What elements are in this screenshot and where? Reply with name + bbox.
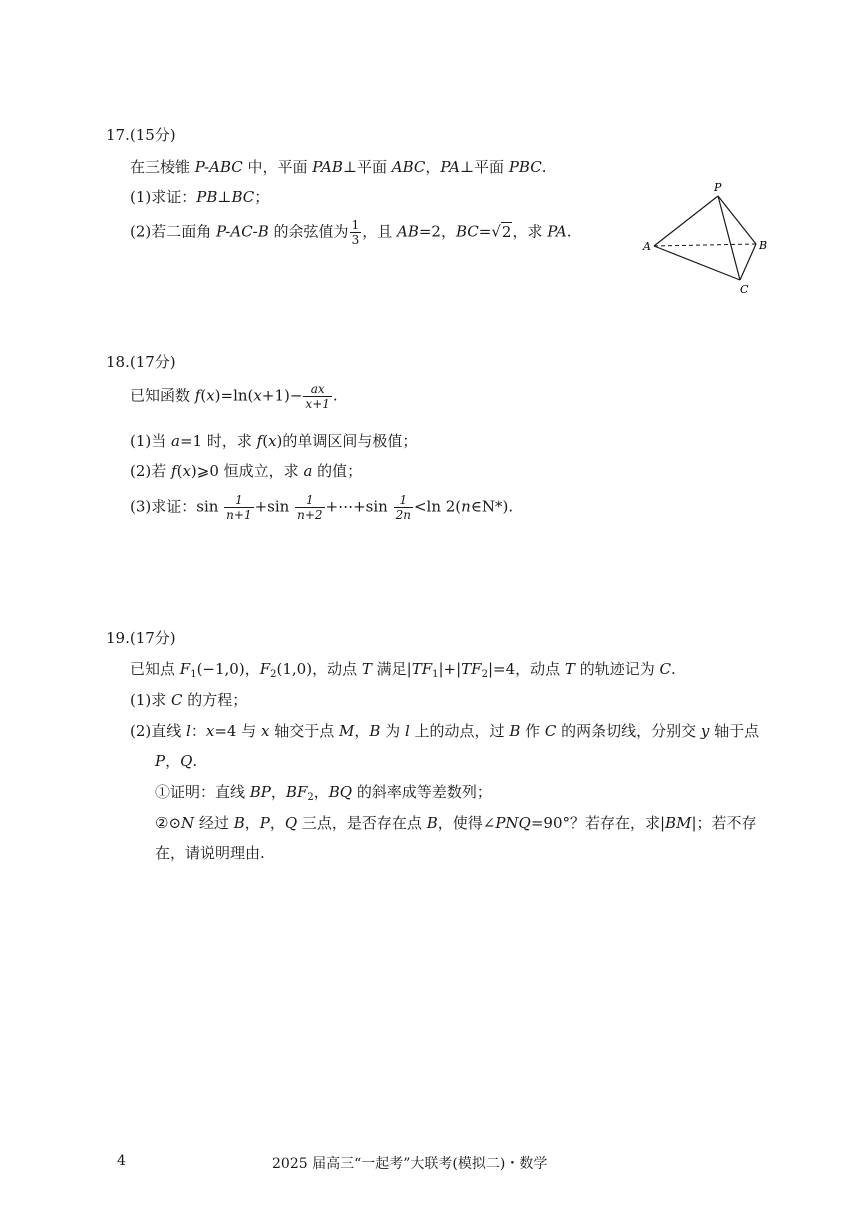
q17-stem-j: PBC (508, 158, 542, 176)
q19-l1-o: . (670, 660, 676, 678)
q17-part2 (130, 218, 572, 247)
q19-p2-j: B (369, 722, 381, 740)
q19-l1-j-sub: 2 (481, 669, 488, 680)
q19-sub1 (155, 781, 492, 803)
q19-p2-g: 轴交于点 (269, 722, 339, 740)
q19-s1-d-sub: 2 (307, 792, 314, 803)
q17-stem-k: . (541, 158, 547, 176)
q19-s1-g: 的斜率成等差数列； (352, 783, 492, 801)
q19-l1-c: (−1,0)， (196, 660, 260, 678)
q18-p1-a: (1)当 (130, 432, 172, 450)
q19-s1-b: BP (249, 783, 271, 801)
q18-p3-f1-num: 1 (224, 493, 253, 508)
q18-p2-a: (2)若 (130, 462, 172, 480)
q19-l1-m: 的轨迹记为 (574, 660, 660, 678)
q17-stem-d: PAB (312, 158, 343, 176)
q17-stem-h: PA (440, 158, 460, 176)
q19-p2-a: (2)直线 (130, 722, 187, 740)
q19-p2-r: y (700, 722, 710, 740)
q18-stem-d: x (206, 386, 215, 405)
q17-p2-c: 的余弦值为 (268, 222, 349, 241)
q19-p2-p: C (544, 722, 557, 740)
q19-stem (130, 658, 676, 680)
q18-stem-frac-den: x+1 (305, 397, 330, 411)
q19-s2-n: BM (665, 814, 692, 832)
q17-p1-d: BC (231, 188, 255, 206)
q18-p3-b: +sin (254, 497, 295, 516)
q19-part1 (130, 689, 247, 710)
q19-s2-b: N (181, 814, 195, 832)
q18-p3-f3-num: 1 (394, 493, 413, 508)
q19-s2-e: ， (244, 814, 260, 832)
label-a: A (643, 240, 651, 253)
q18-p3-fraction-1 (224, 493, 253, 522)
q19-p2-h: M (339, 722, 355, 740)
q19-l1-g: 满足| (371, 660, 412, 678)
page-number: 4 (117, 1153, 126, 1169)
q18-stem-fraction (303, 382, 331, 411)
q19-p1-a: (1)求 (130, 691, 172, 709)
q18-p3-f1-den: n+1 (226, 508, 252, 522)
q17-stem (130, 156, 546, 177)
q19-s1-d: BF (285, 783, 308, 801)
q18-part1 (130, 430, 417, 451)
q18-stem-b: f (194, 386, 201, 405)
q18-p3-f2-den: n+2 (297, 508, 323, 522)
q19-s2-l: PNQ (495, 814, 531, 832)
q19-l1-d: F (259, 660, 271, 678)
q19-p2-m: 上的动点，过 (409, 722, 510, 740)
q17-part1 (130, 186, 269, 207)
q18-stem-g: +1)− (261, 386, 303, 405)
q19-p2-i: ， (354, 722, 370, 740)
q17-p2-l: . (566, 222, 572, 241)
q19-p2-c: ： (190, 722, 206, 740)
q17-p2-g: BC (455, 222, 479, 241)
edge-pa (654, 196, 718, 246)
q19-l1-i: |+| (438, 660, 462, 678)
q18-p1-e: ( (262, 432, 269, 450)
q18-p2-c: ( (176, 462, 183, 480)
q19-sub2-line1 (155, 812, 757, 833)
q19-p1-b: C (171, 691, 183, 709)
q17-p1-b: PB (196, 188, 218, 206)
q18-part2 (130, 460, 362, 481)
q18-p3-e: n (461, 497, 471, 516)
q18-p3-fraction-3 (394, 493, 413, 522)
q17-p2-frac-num: 1 (351, 218, 360, 232)
q17-stem-b: P-ABC (194, 158, 243, 176)
q19-p2-k: 为 (380, 722, 405, 740)
q18-part3 (130, 493, 513, 522)
q18-p1-g: )的单调区间与极值； (276, 432, 418, 450)
q18-p2-e: )⩾0 恒成立，求 (190, 462, 304, 480)
q18-stem (130, 382, 338, 411)
q17-p2-f: =2， (418, 222, 456, 241)
q19-p2-line2-b: ， (165, 752, 181, 770)
q18-p2-f: a (303, 462, 313, 480)
q17-p2-fraction (350, 218, 362, 247)
q18-p3-a: (3)求证：sin (130, 497, 224, 516)
label-c: C (740, 283, 749, 296)
q17-p2-a: (2)若二面角 (130, 222, 217, 241)
q19-s2-d: B (233, 814, 245, 832)
label-b: B (759, 239, 768, 252)
q19-s1-e: ， (313, 783, 329, 801)
q17-p2-j: ，求 (512, 222, 548, 241)
q19-p2-l: l (404, 722, 410, 740)
q17-p2-d: ，且 (362, 222, 397, 241)
q19-l1-f: T (361, 660, 372, 678)
q17-stem-a: 在三棱锥 (130, 158, 195, 176)
q19-l1-h: TF (411, 660, 433, 678)
q19-p2-line2-d: . (192, 752, 198, 770)
edge-pc (718, 196, 740, 280)
q19-part2-line1 (130, 720, 759, 741)
q19-s1-a: ①证明：直线 (155, 783, 250, 801)
q18-stem-f: x (253, 386, 262, 405)
q18-p1-c: =1 时，求 (179, 432, 257, 450)
q19-s2-c: 经过 (194, 814, 234, 832)
q17-stem-f: ABC (391, 158, 426, 176)
q19-p2-n: B (509, 722, 521, 740)
q19-l1-j: TF (461, 660, 482, 678)
q17-p2-frac-den: 3 (351, 233, 360, 247)
q18-p1-b: a (171, 432, 180, 450)
q19-s2-o: |；若不存 (691, 814, 757, 832)
q19-p2-f: x (260, 722, 270, 740)
q18-p3-f3-den: 2n (395, 508, 411, 522)
q18-p1-f: x (268, 432, 277, 450)
q19-l1-n: C (659, 660, 671, 678)
q19-l1-b-sub: 1 (190, 669, 197, 680)
q17-p1-c: ⊥ (217, 188, 232, 206)
q17-stem-c: 中，平面 (242, 158, 313, 176)
q17-stem-i: ⊥平面 (459, 158, 509, 176)
q19-l1-a: 已知点 (130, 660, 180, 678)
q18-stem-frac-num: ax (303, 382, 331, 397)
q19-s2-m: =90°？若存在，求| (530, 814, 666, 832)
q19-header: 19.(17分) (106, 629, 176, 647)
q18-p1-d: f (256, 432, 263, 450)
q18-stem-e: )=ln( (214, 386, 254, 405)
q18-header: 18.(17分) (106, 353, 176, 371)
q19-s1-f: BQ (328, 783, 353, 801)
q19-sub2-line2: 在，请说明理由. (155, 844, 265, 862)
q18-p2-d: x (182, 462, 191, 480)
q19-part2-line2 (155, 750, 197, 771)
q18-p3-fraction-2 (295, 493, 324, 522)
q19-p2-b: l (186, 722, 191, 740)
q18-stem-a: 已知函数 (130, 386, 195, 405)
q18-p2-g: 的值； (312, 462, 363, 480)
q19-p2-o: 作 (520, 722, 545, 740)
q19-p2-e: =4 与 (214, 722, 261, 740)
footer-title: 2025 届高三“一起考”大联考(模拟二)・数学 (272, 1156, 548, 1172)
q17-p1-e: ； (254, 188, 270, 206)
q19-s2-k: ，使得∠ (437, 814, 496, 832)
q17-stem-g: ， (425, 158, 441, 176)
q19-l1-h-sub: 1 (432, 669, 439, 680)
q17-p2-i: 2 (501, 222, 512, 241)
q18-p3-f: ∈N*). (470, 497, 514, 516)
q17-p2-h: =√ (478, 222, 501, 241)
q17-p2-b: P-AC-B (216, 222, 269, 241)
q17-p2-k: PA (547, 222, 567, 241)
q19-s2-j: B (426, 814, 438, 832)
q18-p3-f2-num: 1 (295, 493, 324, 508)
q18-stem-h: . (332, 386, 338, 405)
q19-s2-h: Q (284, 814, 298, 832)
q19-s1-c: ， (270, 783, 286, 801)
q17-stem-e: ⊥平面 (342, 158, 392, 176)
q19-p2-line2-a: P (155, 752, 166, 770)
q19-p1-c: 的方程； (182, 691, 248, 709)
q19-p2-line2-c: Q (180, 752, 193, 770)
q19-l1-d-sub: 2 (270, 669, 277, 680)
q19-s2-i: 三点，是否存在点 (297, 814, 427, 832)
q17-header: 17.(15分) (106, 126, 176, 144)
q19-l1-b: F (179, 660, 191, 678)
q17-p1-a: (1)求证： (130, 188, 197, 206)
edge-ac (654, 246, 740, 280)
q19-p2-s: 轴于点 (709, 722, 760, 740)
label-p: P (714, 181, 722, 194)
q19-s2-g: ， (269, 814, 285, 832)
q18-p3-c: +⋯+sin (325, 497, 393, 516)
q19-p2-q: 的两条切线，分别交 (556, 722, 701, 740)
tetrahedron-figure (636, 176, 786, 298)
q19-s2-f: P (259, 814, 270, 832)
q19-p2-d: x (205, 722, 215, 740)
q19-s2-a: ②⊙ (155, 814, 182, 832)
q18-stem-c: ( (200, 386, 207, 405)
q19-l1-k: |=4，动点 (487, 660, 565, 678)
q18-p2-b: f (171, 462, 177, 480)
q17-p2-e: AB (396, 222, 419, 241)
edge-bc (740, 244, 756, 280)
q19-l1-e: (1,0)，动点 (276, 660, 362, 678)
edge-ab-hidden (654, 244, 756, 246)
q18-p3-d: <ln 2( (413, 497, 462, 516)
q19-l1-l: T (564, 660, 575, 678)
